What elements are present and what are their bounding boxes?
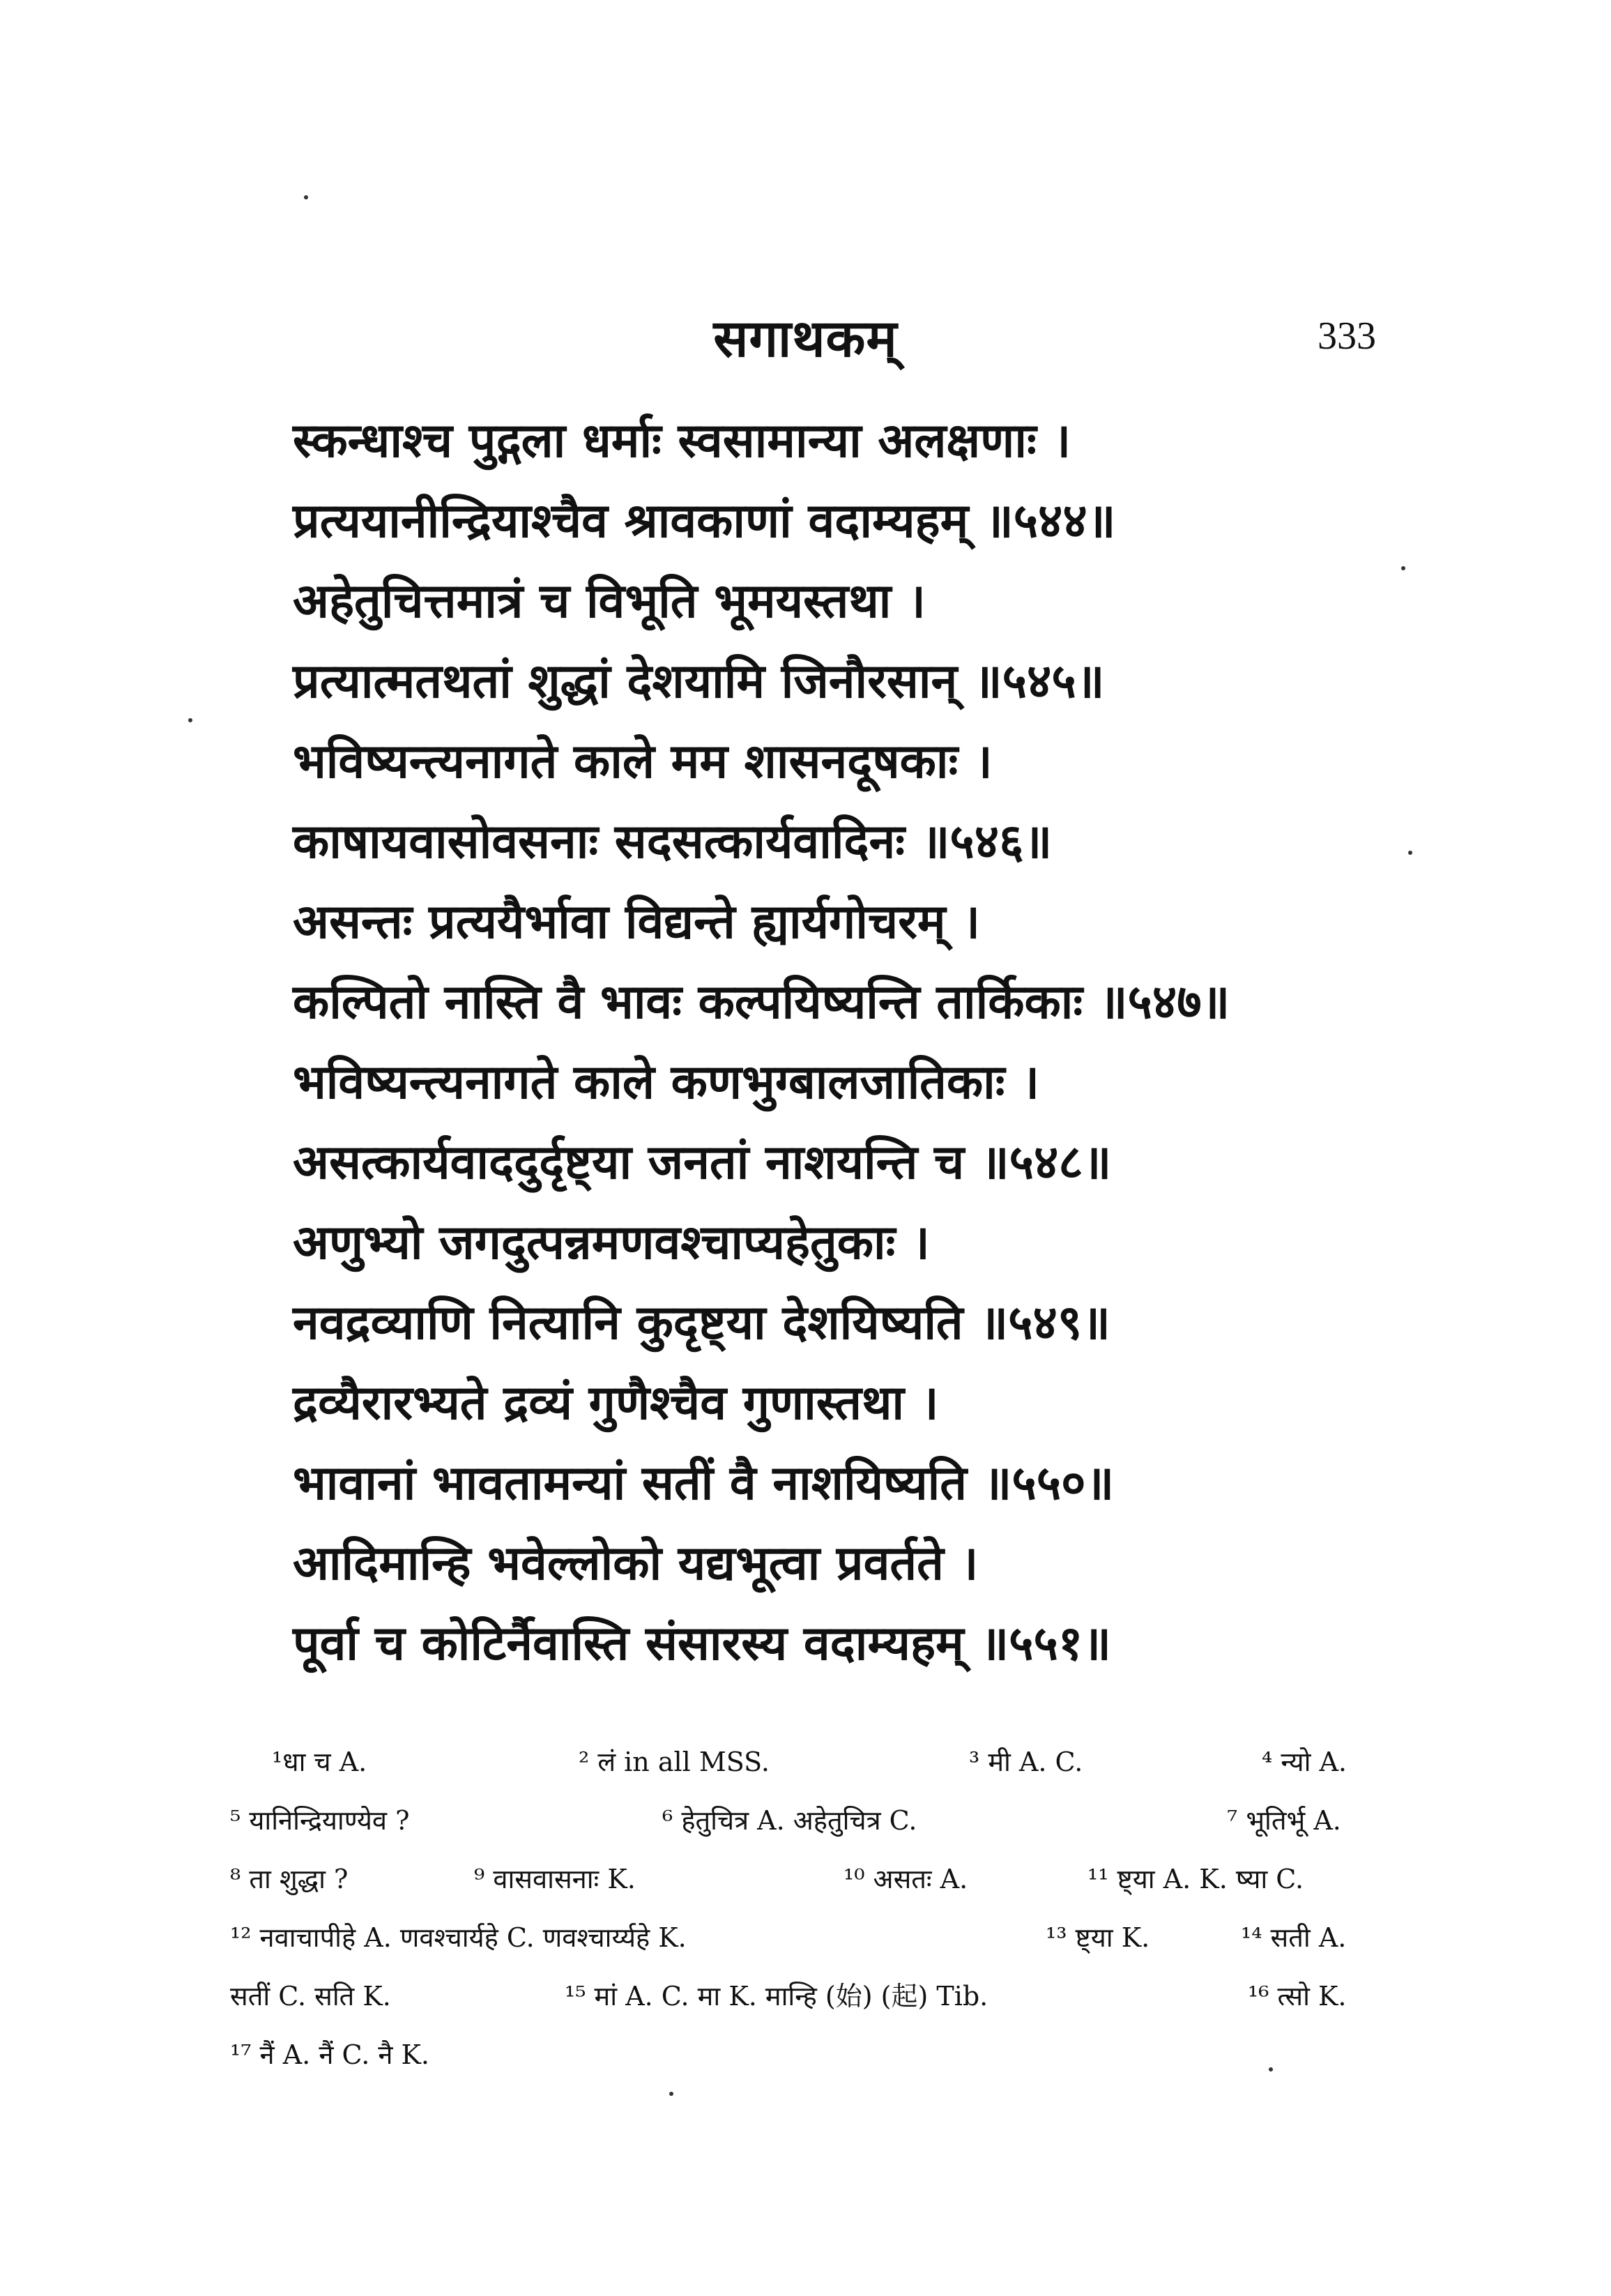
footnote: ² लं in all MSS. (579, 1747, 770, 1777)
footnote: सतीं C. सति K. (230, 1981, 391, 2012)
footnote-row (230, 2025, 1401, 2084)
verse-line: भावानां भावतामन्यां सतीं वै नाशयिष्यति ॥५५०॥ (293, 1455, 1115, 1511)
footnote: ¹² नवाचापीहे A. णवश्चार्यहे C. णवश्चार्य्यहे K. (230, 1922, 687, 1953)
footnote: ⁶ हेतुचित्र A. अहेतुचित्र C. (662, 1805, 917, 1836)
scan-speck (188, 718, 192, 722)
page-number: 333 (1318, 314, 1376, 358)
scan-speck (1408, 851, 1412, 855)
footnotes (230, 1733, 1401, 2084)
verse-line: भविष्यन्त्यनागते काले मम शासनदूषकाः । (293, 733, 993, 789)
verse-line: भविष्यन्त्यनागते काले कणभुग्बालजातिकाः । (293, 1054, 1039, 1110)
page-title: सगाथकम् (713, 309, 898, 369)
footnote: ¹⁴ सती A. (1241, 1922, 1347, 1953)
footnote: ⁹ वासवासनाः K. (474, 1864, 636, 1894)
verse-line: पूर्वा च कोटिर्नैवास्ति संसारस्य वदाम्यहम् ॥५५१॥ (293, 1615, 1111, 1671)
scan-speck (1269, 2067, 1273, 2071)
footnote: ¹⁵ मां A. C. मा K. मान्हि (始) (起) Tib. (565, 1981, 988, 2012)
footnote: ¹धा च A. (272, 1747, 367, 1777)
footnote-row (230, 1908, 1401, 1967)
footnote: ⁵ यानिन्द्रियाण्येव ? (230, 1805, 410, 1836)
scan-speck (669, 2092, 673, 2096)
verse-line: काषायवासोवसनाः सदसत्कार्यवादिनः ॥५४६॥ (293, 814, 1053, 869)
verse-line: अहेतुचित्तमात्रं च विभूति भूमयस्तथा । (293, 573, 926, 629)
verse-line: अणुभ्यो जगदुत्पन्नमणवश्चाप्यहेतुकाः । (293, 1215, 930, 1270)
footnote: ⁸ ता शुद्धा ? (230, 1864, 349, 1894)
verse-block (293, 401, 1408, 1684)
footnote: ¹³ ष्ट्या K. (1046, 1922, 1150, 1953)
verse-line: प्रत्ययानीन्द्रियाश्चैव श्रावकाणां वदाम्यहम् ॥५४४॥ (293, 493, 1116, 549)
scan-speck (1401, 566, 1405, 570)
verse-line: प्रत्यात्मतथतां शुद्धां देशयामि जिनौरसान् ॥५४५॥ (293, 653, 1105, 709)
footnote: ¹¹ ष्ट्या A. K. ष्या C. (1087, 1864, 1304, 1894)
footnote: ¹⁰ असतः A. (843, 1864, 968, 1894)
footnote-row (230, 1791, 1401, 1850)
verse-line: कल्पितो नास्ति वै भावः कल्पयिष्यन्ति तार्किकाः ॥५४७॥ (293, 974, 1230, 1030)
footnote-row (230, 1850, 1401, 1908)
scan-speck (304, 195, 308, 199)
verse-line: असत्कार्यवाददुर्दृष्ट्या जनतां नाशयन्ति च ॥५४८॥ (293, 1134, 1112, 1190)
footnote: ⁴ न्यो A. (1262, 1747, 1347, 1777)
footnote: ¹⁶ त्सो K. (1248, 1981, 1347, 2012)
verse-line: स्कन्धाश्च पुद्गला धर्माः स्वसामान्या अलक्षणाः । (293, 413, 1071, 469)
footnote: ¹⁷ नैं A. नैं C. नै K. (230, 2039, 430, 2070)
footnote: ⁷ भूतिर्भू A. (1227, 1805, 1341, 1836)
verse-line: द्रव्यैरारभ्यते द्रव्यं गुणैश्चैव गुणास्तथा । (293, 1375, 939, 1431)
verse-line: नवद्रव्याणि नित्यानि कुदृष्ट्या देशयिष्यति ॥५४९॥ (293, 1295, 1110, 1351)
footnote: ³ मी A. C. (969, 1747, 1083, 1777)
footnote-row (230, 1733, 1401, 1791)
verse-line: असन्तः प्रत्ययैर्भावा विद्यन्ते ह्यार्यगोचरम् । (293, 894, 981, 950)
verse-line: आदिमान्हि भवेल्लोको यद्यभूत्वा प्रवर्तते । (293, 1535, 979, 1591)
footnote-row (230, 1967, 1401, 2025)
